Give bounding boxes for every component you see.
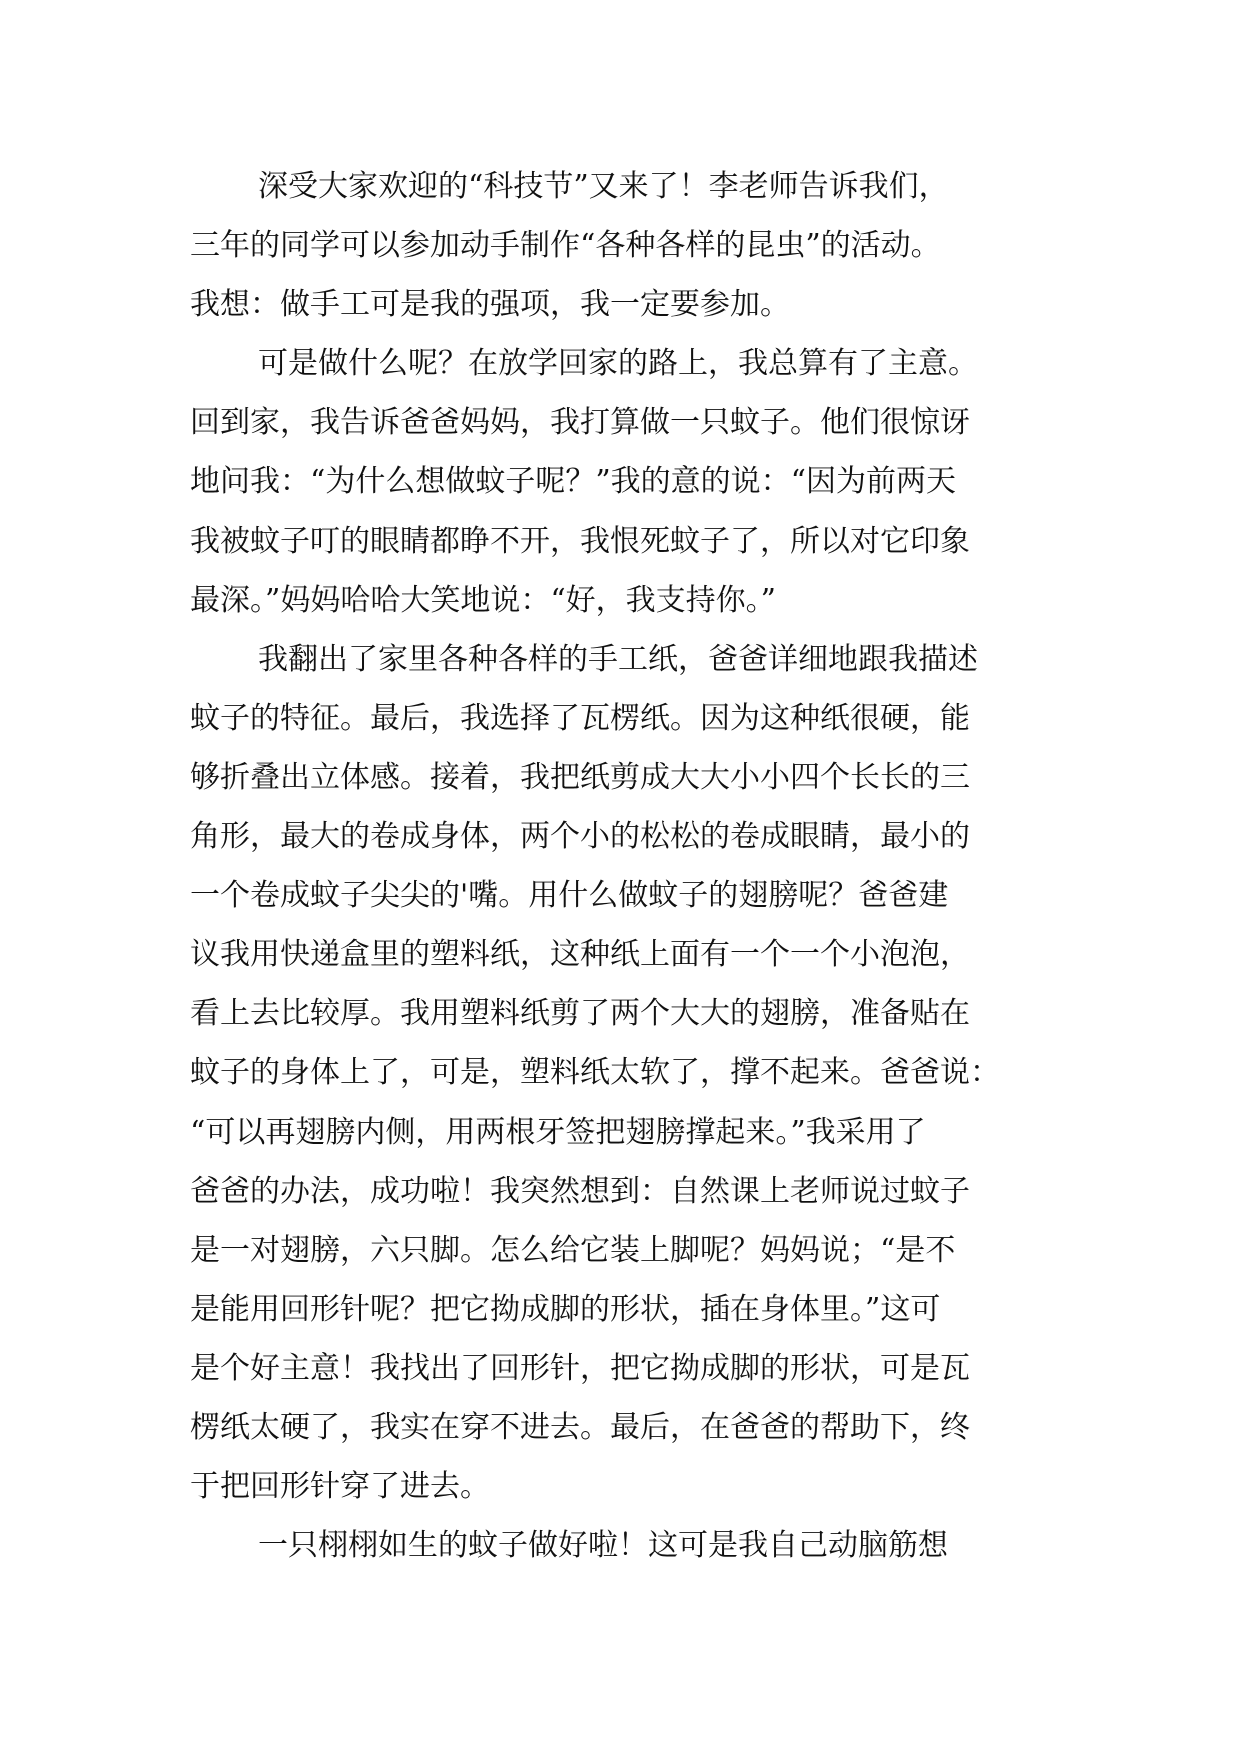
paragraph-first-line: 深受大家欢迎的“科技节”又来了！李老师告诉我们， (258, 169, 949, 204)
text-line: 蚊子的身体上了，可是，塑料纸太软了，撑不起来。爸爸说： (190, 1055, 1000, 1091)
text-line: 我想：做手工可是我的强项，我一定要参加。 (190, 287, 790, 323)
text-line: 是一对翅膀，六只脚。怎么给它装上脚呢？妈妈说；“是不 (190, 1232, 956, 1268)
text-line: “可以再翅膀内侧，用两根牙签把翅膀撑起来。”我采用了 (190, 1114, 926, 1150)
text-line: 够折叠出立体感。接着，我把纸剪成大大小小四个长长的三 (190, 759, 970, 795)
text-line: 看上去比较厚。我用塑料纸剪了两个大大的翅膀，准备贴在 (190, 996, 970, 1032)
text-line: 是能用回形针呢？把它拗成脚的形状，插在身体里。”这可 (190, 1291, 941, 1327)
text-line: 一个卷成蚊子尖尖的'嘴。用什么做蚊子的翅膀呢？爸爸建 (190, 878, 949, 914)
text-line: 蚊子的特征。最后，我选择了瓦楞纸。因为这种纸很硬，能 (190, 700, 970, 736)
text-line: 地问我：“为什么想做蚊子呢？”我的意的说：“因为前两天 (190, 464, 957, 500)
text-line: 楞纸太硬了，我实在穿不进去。最后，在爸爸的帮助下，终 (190, 1409, 970, 1445)
text-line: 议我用快递盒里的塑料纸，这种纸上面有一个一个小泡泡， (190, 937, 970, 973)
paragraph-first-line: 一只栩栩如生的蚊子做好啦！这可是我自己动脑筋想 (258, 1528, 948, 1564)
text-line: 于把回形针穿了进去。 (190, 1469, 490, 1505)
paragraph-first-line: 可是做什么呢？在放学回家的路上，我总算有了主意。 (258, 346, 978, 382)
text-line: 我被蚊子叮的眼睛都睁不开，我恨死蚊子了，所以对它印象 (190, 523, 970, 559)
document-body (190, 157, 1065, 1575)
text-line: 回到家，我告诉爸爸妈妈，我打算做一只蚊子。他们很惊讶 (190, 405, 970, 441)
text-line: 爸爸的办法，成功啦！我突然想到：自然课上老师说过蚊子 (190, 1173, 970, 1209)
text-line: 是个好主意！我找出了回形针，把它拗成脚的形状，可是瓦 (190, 1350, 970, 1386)
text-line: 最深。”妈妈哈哈大笑地说：“好，我支持你。” (190, 582, 777, 618)
text-line: 三年的同学可以参加动手制作“各种各样的昆虫”的活动。 (190, 228, 941, 264)
text-line: 角形，最大的卷成身体，两个小的松松的卷成眼睛，最小的 (190, 819, 970, 855)
paragraph-first-line: 我翻出了家里各种各样的手工纸，爸爸详细地跟我描述 (258, 641, 978, 677)
